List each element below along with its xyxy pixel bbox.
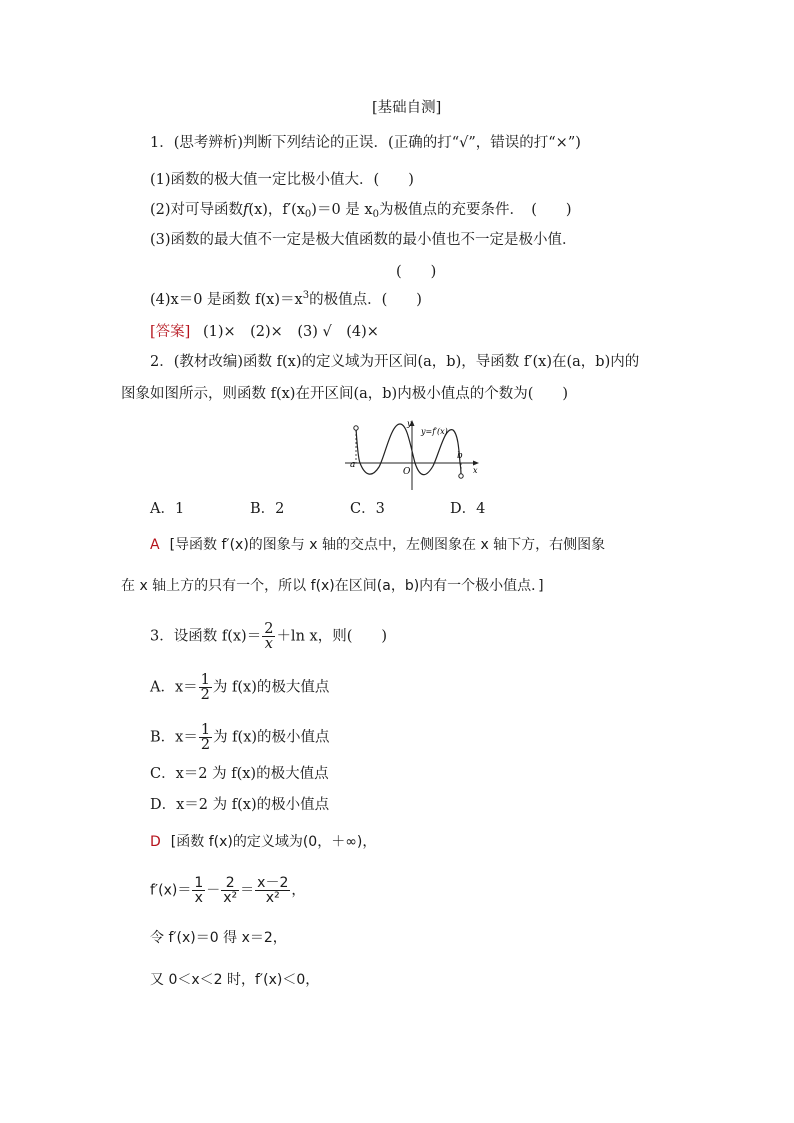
q2-option-d: D．4 [450, 501, 486, 517]
right-open-endpoint [459, 474, 463, 478]
label-origin: O [403, 467, 411, 477]
q1-s4-part-b: 的极值点．( ) [309, 292, 422, 308]
q3-optA-num: 1 [200, 672, 210, 688]
q3-explanation-line-1 [150, 832, 376, 852]
q2-explain-1: [导函数 f′(x)的图象与 x 轴的交点中，左侧图象在 x 轴下方，右侧图象 [169, 537, 606, 553]
q2-prompt-line-2: 图象如图所示，则函数 f(x)在开区间(a，b)内极小值点的个数为( ) [121, 386, 569, 402]
label-a: a [350, 460, 356, 470]
q1-s2-f: f [243, 202, 249, 218]
label-x-axis: x [473, 466, 478, 475]
derivative-graph [343, 418, 483, 494]
q3-frac-den: x [264, 636, 273, 652]
q3-optB-den: 2 [200, 737, 211, 753]
q3-derivative-line [150, 876, 305, 905]
q2-option-c: C．3 [350, 501, 385, 517]
q3-explanation-line-4: 又 0＜x＜2 时，f′(x)＜0， [150, 972, 320, 988]
q3-optA-a: A．x＝ [150, 679, 198, 696]
answer-tag: [答案] [150, 324, 191, 340]
q1-prompt: 1．(思考辨析)判断下列结论的正误．(正确的打“√”，错误的打“×”) [150, 135, 581, 151]
q3-deriv-f2-num: 2 [221, 876, 239, 891]
q3-optA-den: 2 [200, 687, 210, 703]
q1-answer [150, 322, 379, 342]
q3-deriv-eq: ＝ [240, 882, 255, 899]
q1-statement-3-paren: ( ) [396, 264, 437, 280]
q3-optB-b: 为 f(x)的极小值点 [213, 729, 330, 746]
q3-deriv-f1-num: 1 [194, 875, 204, 891]
q3-prompt [150, 622, 387, 651]
x-axis-arrow [473, 461, 479, 466]
q3-deriv-tail: ， [291, 882, 306, 899]
q3-deriv-f3-den: x² [265, 890, 280, 906]
q1-s2-part-c: )＝0 是 x [311, 202, 373, 218]
q3-option-b [150, 723, 330, 752]
q3-answer-letter: D [150, 834, 161, 850]
q2-option-a: A．1 [150, 501, 185, 517]
q3-explain-1: [函数 f(x)的定义域为(0，＋∞)， [170, 834, 377, 850]
label-b: b [457, 451, 463, 461]
q3-deriv-f3-num: x－2 [257, 875, 289, 891]
q3-option-d: D．x＝2 为 f(x)的极小值点 [150, 797, 330, 813]
q1-s2-part-d: 为极值点的充要条件． ( ) [378, 202, 572, 218]
q3-deriv-minus: － [206, 882, 221, 899]
q3-prompt-a: 3．设函数 f(x)＝ [150, 628, 262, 645]
q3-explanation-line-3: 令 f′(x)＝0 得 x＝2， [150, 930, 287, 946]
q2-prompt-line-1: 2．(教材改编)函数 f(x)的定义域为开区间(a，b)，导函数 f′(x)在(a，b)内的 [150, 354, 640, 370]
q2-option-b: B．2 [250, 501, 285, 517]
q1-s2-part-a: (2)对可导函数 [150, 202, 244, 218]
q3-option-c: C．x＝2 为 f(x)的极大值点 [150, 766, 329, 782]
q1-answer-body: (1)× (2)× (3) √ (4)× [202, 324, 379, 340]
q2-explanation-line-1 [150, 535, 605, 555]
q3-deriv-lhs: f′(x)＝ [150, 882, 192, 899]
q3-prompt-b: ＋ln x，则( ) [276, 628, 388, 645]
q1-s2-part-b: (x)，f′(x [248, 202, 305, 218]
section-title: [基础自测] [372, 100, 442, 116]
q3-option-a [150, 673, 329, 702]
label-y-axis: y [407, 419, 412, 428]
q3-deriv-f2-den: x² [223, 890, 238, 906]
q1-statement-2: (2)对可导函数f(x)，$f'(x_0)=0$ 是 $x_0$为极值点的充要条件． ( ) [150, 202, 572, 220]
q3-optB-num: 1 [200, 722, 211, 738]
left-open-endpoint [354, 426, 358, 430]
q2-answer-letter: A [150, 537, 160, 553]
q3-optA-b: 为 f(x)的极大值点 [212, 679, 330, 696]
q3-optB-a: B．x＝ [150, 729, 198, 746]
q1-statement-4: (4)x＝0 是函数 $f(x)=x^3$的极值点．( ) [150, 290, 422, 308]
q2-explanation-line-2: 在 x 轴上方的只有一个，所以 f(x)在区间(a，b)内有一个极小值点．] [121, 578, 544, 594]
q3-frac-num: 2 [264, 621, 274, 637]
curve-label: y=f′(x) [421, 427, 448, 436]
q3-deriv-f1-den: x [194, 890, 203, 906]
q1-statement-1: (1)函数的极大值一定比极小值大．( ) [150, 172, 414, 188]
q1-statement-3: (3)函数的最大值不一定是极大值函数的最小值也不一定是极小值． [150, 232, 577, 248]
q1-s4-part-a: (4)x＝0 是函数 f(x)＝x [150, 292, 303, 308]
